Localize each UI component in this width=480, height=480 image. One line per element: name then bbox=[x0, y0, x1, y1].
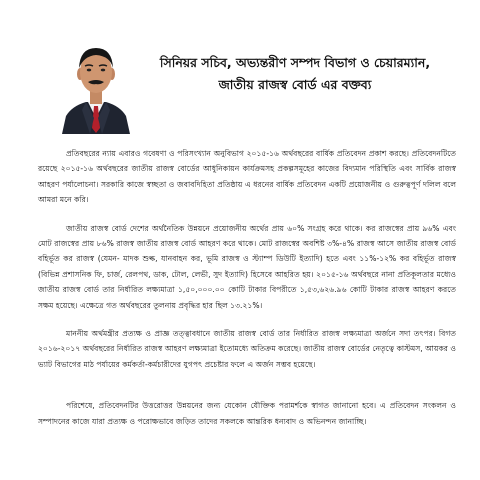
person-portrait-icon bbox=[58, 38, 134, 134]
portrait-photo bbox=[58, 38, 134, 134]
paragraph: জাতীয় রাজস্ব বোর্ড দেশের অর্থনৈতিক উন্নয়নে প্রয়োজনীয় অর্থের প্রায় ৬০% সংগ্রহ করে থাকে। কর রাজস্বের প্রায় ৯৬% এবং মোট রাজস্বের প্রায় ৮৬% রাজস্ব জাতীয় রাজস্ব বোর্ড আহরণ করে থাকে। মোট রাজস্বের অবশিষ্ট ৩%-৪% রাজস্ব আসে জাতীয় রাজস্ব বোর্ড বহির্ভূত কর রাজস্ব (যেমন- মাদক শুল্ক, যানবাহন কর, ভূমি রাজস্ব ও স্ট্যাম্প ডিউটি ইত্যাদি) হতে এবং ১১%-১২% কর বহির্ভূত রাজস্ব (বিভিন্ন প্রশাসনিক ফি, চার্জ, রেলপথ, ডাক, টোল, লেভী, সুদ ইত্যাদি) হিসেবে আহরিত হয়। ২০১৫-১৬ অর্থবছরে নানা প্রতিকূলতার মধ্যেও জাতীয় রাজস্ব বোর্ড তার নির্ধারিত লক্ষ্যমাত্রা ১,৫০,০০০.০০ কোটি টাকার বিপরীতে ১,৫৩,৬২৬.৯৬ কোটি টাকার রাজস্ব আহরণ করতে সক্ষম হয়েছে। এক্ষেত্রে গত অর্থবছরের তুলনায় প্রবৃদ্ধির হার ছিল ১৩.২১%। bbox=[38, 223, 456, 310]
title-line-2: জাতীয় রাজস্ব বোর্ড এর বক্তব্য bbox=[218, 77, 372, 92]
paragraph: পরিশেষে, প্রতিবেদনটির উত্তরোত্তর উন্নয়নের জন্য যেকোন যৌক্তিক পরামর্শকে স্বাগত জানানো হবে। এ প্রতিবেদন সংকলন ও সম্পাদনের কাজে যারা প্রত্যক্ষ ও পরোক্ষভাবে জড়িত তাদের সকলকে আন্তরিক ধন্যবাদ ও অভিনন্দন জানাচ্ছি। bbox=[38, 401, 456, 426]
paragraph: প্রতিবছরের ন্যায় এবারও গবেষণা ও পরিসংখ্যান অনুবিভাগ ২০১৫-১৬ অর্থবছরের বার্ষিক প্রতিবেদন প্রকাশ করছে। প্রতিবেদনটিতে রয়েছে ২০১৫-১৬ অর্থবছরের জাতীয় রাজস্ব বোর্ডের আধুনিকায়ন কার্যক্রমসহ প্রকল্পসমূহের কাজের বিদ্যমান পরিস্থিতি এবং সার্বিক রাজস্ব আহরণ পর্যালোচনা। সরকারি কাজে স্বচ্ছতা ও জবাবদিহিতা প্রতিষ্ঠায় এ ধরনের বার্ষিক প্রতিবেদন একটি প্রয়োজনীয় ও গুরুত্বপূর্ণ দলিল বলে আমরা মনে করি। bbox=[38, 149, 456, 205]
title-line-1: সিনিয়র সচিব, অভ্যন্তরীণ সম্পদ বিভাগ ও চেয়ারম্যান, bbox=[159, 55, 431, 70]
page-title bbox=[150, 52, 440, 96]
paragraph: মাননীয় অর্থমন্ত্রীর প্রত্যক্ষ ও প্রাজ্ঞ তত্ত্বাবধানে জাতীয় রাজস্ব বোর্ড তার নির্ধারিত রাজস্ব লক্ষ্যমাত্রা অর্জনে সদা তৎপর। বিগত ২০১৬-২০১৭ অর্থবছরের নির্ধারিত রাজস্ব আহরণ লক্ষ্যমাত্রা ইতোমধ্যে অতিক্রম করেছে। জাতীয় রাজস্ব বোর্ডের নেতৃত্বে কাস্টমস, আয়কর ও ভ্যাট বিভাগের মাঠ পর্যায়ের কর্মকর্তা-কর্মচারীদের যুগপৎ প্রচেষ্টার ফলে এ অর্জন সম্ভব হয়েছে। bbox=[38, 329, 456, 369]
statement-body bbox=[38, 146, 456, 442]
